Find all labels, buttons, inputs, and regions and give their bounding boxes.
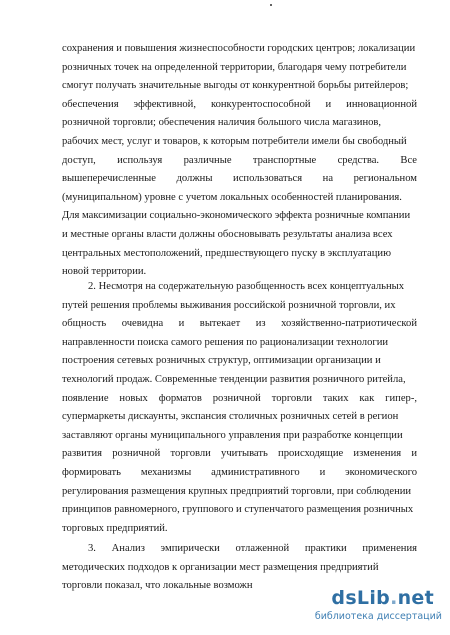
- text-line: торговых предприятий.: [62, 522, 168, 534]
- paragraph-1: [62, 40, 417, 282]
- text-line: вышеперечисленные должны использоваться на региональном: [62, 173, 417, 185]
- text-line: розничной торговли; обеспечения наличия большого числа магазинов,: [62, 117, 382, 129]
- text-line: сохранения и повышения жизнеспособности городских центров; локализации: [62, 43, 416, 54]
- text-line: центральных местоположений, предшествующего пуску в эксплуатацию: [62, 247, 391, 259]
- text-line: торговли показал, что локальные возможн: [62, 580, 253, 592]
- text-line: методических подходов к организации мест размещения предприятий: [62, 561, 379, 573]
- text-line: формировать механизмы административного и экономического: [62, 466, 417, 478]
- text-line: доступ, используя различные транспортные средства. Все: [62, 154, 417, 166]
- text-line: появление новых форматов розничной торговли таких как гипер-,: [62, 392, 417, 404]
- text-line: путей решения проблемы выживания российской розничной торговли, их: [62, 299, 396, 311]
- text-line: развития розничной торговли учитывать происходящие изменения и: [62, 448, 417, 460]
- text-line: 3. Анализ эмпирически отлаженной практики применения: [88, 543, 417, 554]
- text-line: супермаркеты дискаунты, экспансия столичных розничных сетей в регион: [62, 411, 399, 423]
- text-line: и местные органы власти должны обосновывать результаты анализа всех: [62, 228, 393, 240]
- dslib-logo: [331, 587, 434, 609]
- scan-speck: [270, 4, 272, 6]
- logo-name: dsLib: [331, 587, 391, 609]
- text-line: направленности поиска самого решения по рационализации технологии: [62, 336, 389, 348]
- text-line: рабочих мест, услуг и товаров, к которым потребители имели бы свободный: [62, 135, 407, 147]
- text-line: смогут получать значительные выгоды от конкурентной борьбы ритейлеров;: [62, 80, 409, 92]
- text-line: заставляют органы муниципального управления при разработке концепции: [62, 429, 403, 441]
- watermark-subtitle: библиотека диссертаций: [314, 611, 442, 622]
- text-line: технологий продаж. Современные тенденции развития розничного ритейла,: [62, 373, 406, 385]
- text-line: (муниципальном) уровне с учетом локальных особенностей планирования.: [62, 191, 402, 203]
- dslib-watermark[interactable]: [302, 587, 442, 629]
- text-line: регулирования размещения крупных предприятий торговли, при соблюдении: [62, 485, 412, 497]
- text-line: розничных точек на определенной территории, благодаря чему потребители: [62, 61, 407, 73]
- text-line: принципов равномерного, группового и ступенчатого размещения розничных: [62, 504, 414, 516]
- logo-tld: net: [397, 587, 434, 609]
- logo-dot: .: [390, 587, 398, 609]
- paragraph-2: [62, 278, 417, 538]
- text-line: Для максимизации социально-экономического эффекта розничные компании: [62, 210, 411, 222]
- text-line: общность очевидна и вытекает из хозяйственно-патриотической: [62, 318, 417, 330]
- text-line: новой территории.: [62, 266, 147, 278]
- text-line: 2. Несмотря на содержательную разобщенность всех концептуальных: [88, 281, 405, 292]
- text-line: обеспечения эффективной, конкурентоспособной и инновационной: [62, 98, 417, 110]
- text-line: построения сетевых розничных структур, оптимизации организации и: [62, 355, 381, 367]
